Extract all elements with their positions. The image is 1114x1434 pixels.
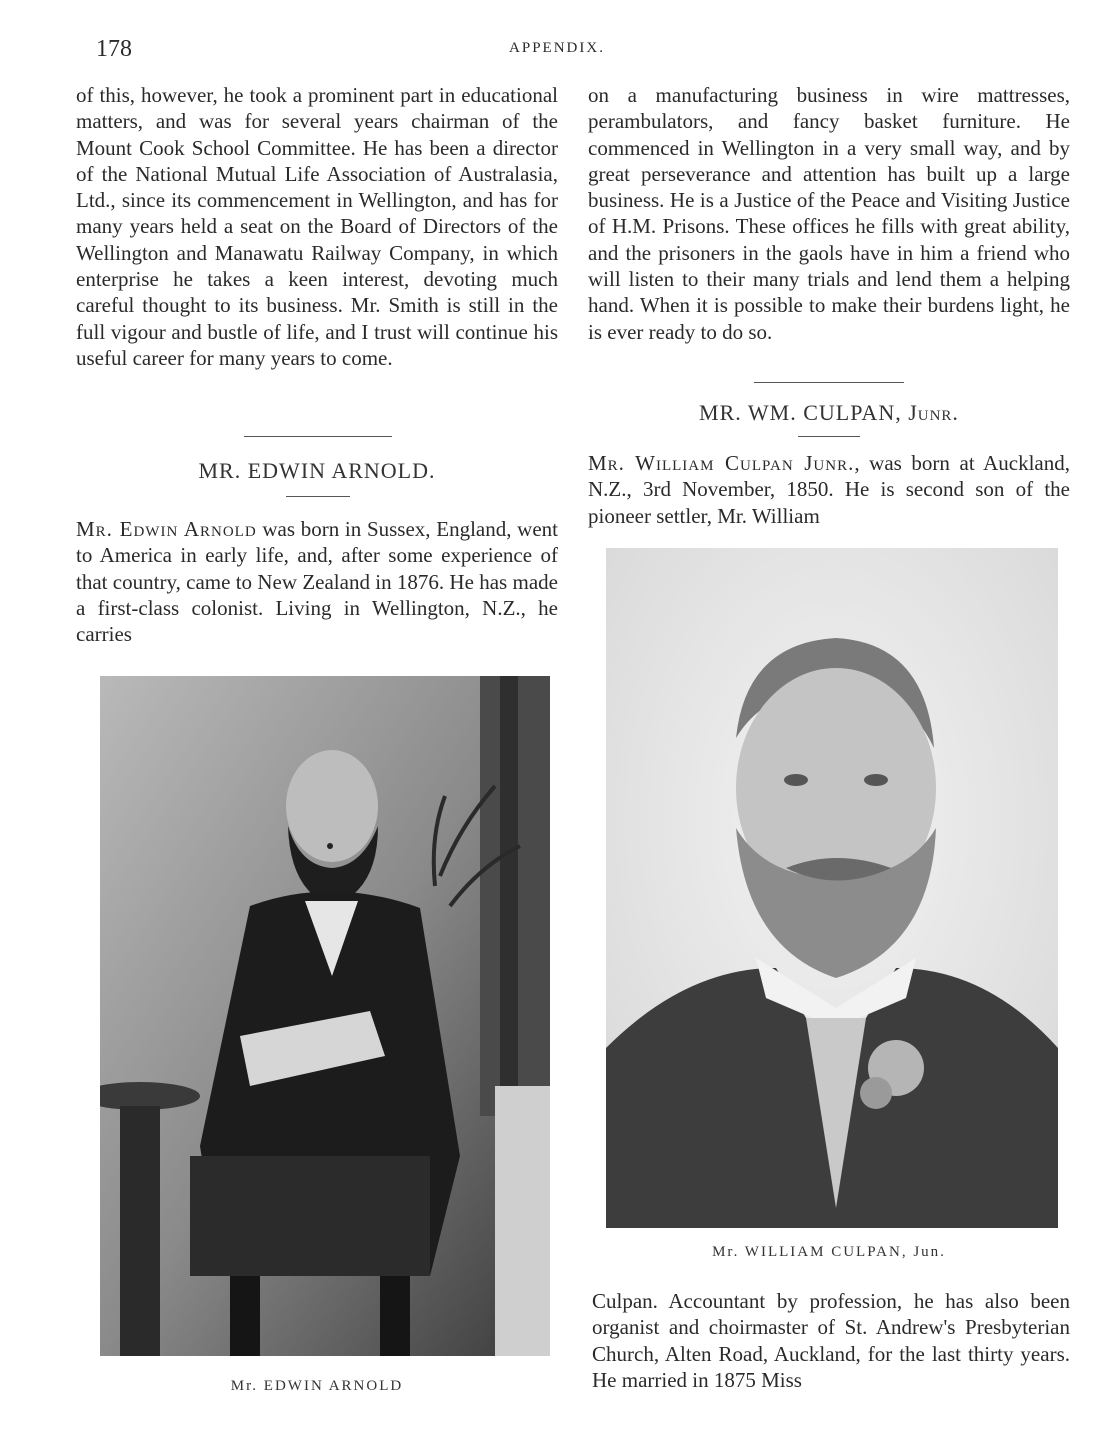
arnold-heading: MR. EDWIN ARNOLD. [198, 458, 436, 483]
page-number: 178 [96, 36, 132, 62]
smith-text: of this, however, he took a prominent part in educational matters, and was for several years chairman of the Mount Cook School Committee. He has been a director of the National Mutual Life Association of Australasia, Ltd., since its commencement in Wellington, and has for many years held a seat on the Board of Directors of the Wellington and Manawatu Railway Company, in which enterprise he takes a keen interest, devoting much careful thought to its business. Mr. Smith is still in the full vigour and bustle of life, and I trust will continue his useful career for many years to come. [76, 83, 558, 370]
arnold-text: was born in Sussex, England, went to America in early life, and, after some experience of that country, came to New Zealand in 1876. He has made a first-class colonist. Living in Wellington, N.Z., he carries [76, 517, 558, 647]
culpan-heading-suffix: Junr. [908, 400, 959, 425]
culpan-paragraph [588, 450, 1070, 530]
heading-rule-2 [798, 436, 860, 437]
culpan-heading [588, 400, 1070, 426]
heading-rule [286, 496, 350, 497]
running-title: APPENDIX. [509, 40, 605, 56]
culpan-caption: Mr. WILLIAM CULPAN, Jun. [712, 1244, 946, 1260]
arnold-caption: Mr. EDWIN ARNOLD [230, 1378, 404, 1394]
smith-paragraph [76, 82, 558, 422]
arnold-continuation [588, 82, 1070, 372]
section-rule [244, 436, 392, 437]
section-rule-2 [754, 382, 904, 383]
culpan-portrait-graphic [606, 548, 1058, 1228]
culpan-text-2: Culpan. Accountant by profession, he has also been organist and choirmaster of St. Andrew's Presbyterian Church, Alten Road, Auckland, for the last thirty years. He married in 1875 Miss [592, 1289, 1070, 1392]
culpan-portrait [606, 548, 1058, 1228]
culpan-lead: Mr. William Culpan Junr. [588, 451, 855, 475]
arnold-lead: Mr. Edwin Arnold [76, 517, 257, 541]
culpan-paragraph-2 [592, 1288, 1070, 1408]
culpan-heading-main: MR. WM. CULPAN, [699, 400, 902, 425]
arnold-cont-text: on a manufacturing business in wire mattresses, perambulators, and fancy basket furniture. He commenced in Wellington in a very small way, and by great perseverance and attention has built up a large business. He is a Justice of the Peace and Visiting Justice of H.M. Prisons. These offices he fills with great ability, and the prisoners in the gaols have in him a friend who will listen to their many trials and lend them a helping hand. When it is possible to make their burdens light, he is ever ready to do so. [588, 83, 1070, 344]
culpan-text: , was born at Auckland, N.Z., 3rd November, 1850. He is second son of the pioneer settler, Mr. William [588, 451, 1070, 528]
arnold-paragraph [76, 516, 558, 656]
arnold-portrait [100, 676, 550, 1356]
arnold-portrait-graphic [100, 676, 550, 1356]
